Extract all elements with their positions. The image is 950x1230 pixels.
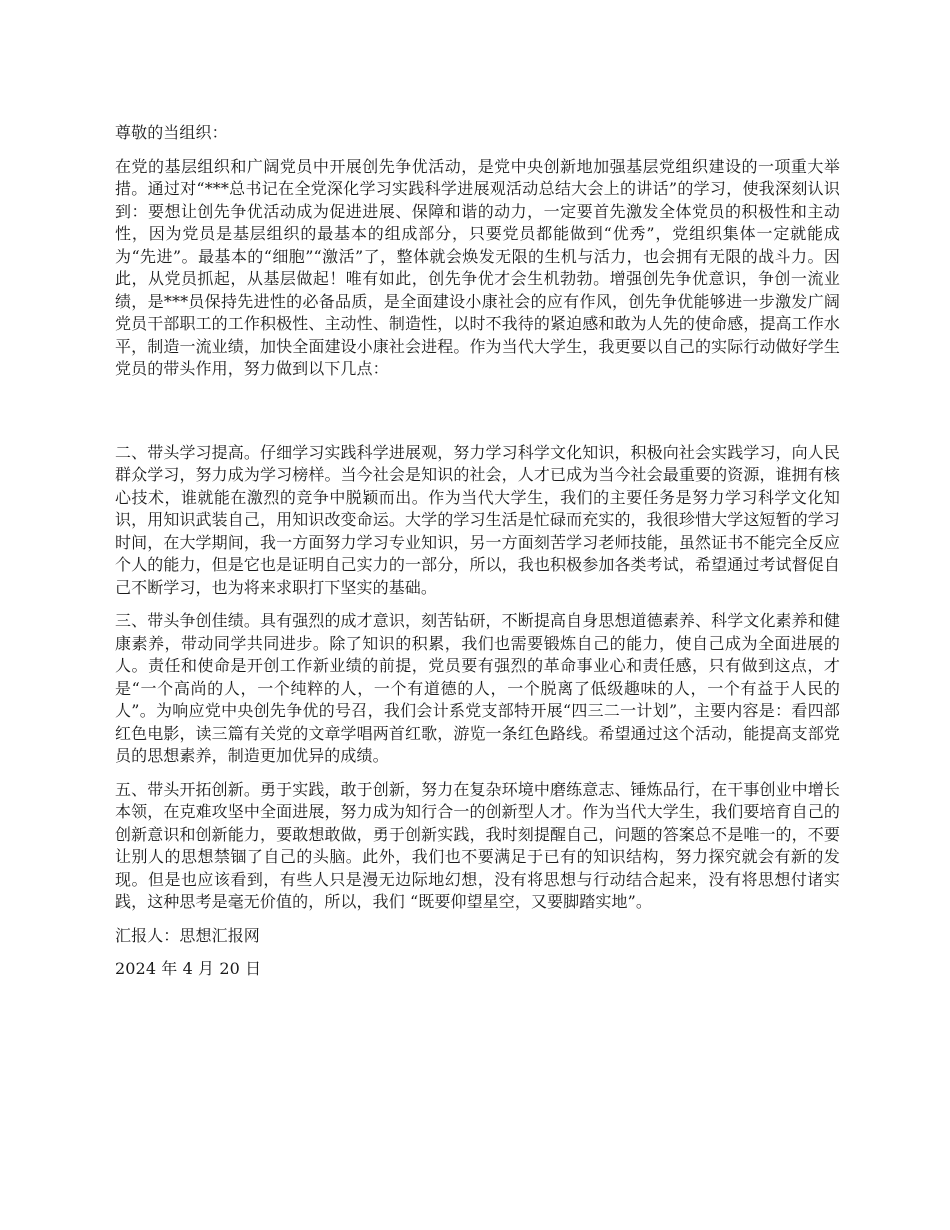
document-page (115, 122, 840, 992)
intro-paragraph: 在党的基层组织和广阔党员中开展创先争优活动，是党中央创新地加强基层党组织建设的一项重大举措。通过对“***总书记在全党深化学习实践科学进展观活动总结大会上的讲话”的学习，使我深刻认识到：要想让创先争优活动成为促进进展、保障和谐的动力，一定要首先激发全体党员的积极性和主动性，因为党员是基层组织的最基本的组成部分，只要党员都能做到“优秀”，党组织集体一定就能成为“先进”。最基本的“细胞”“激活”了，整体就会焕发无限的生机与活力，也会拥有无限的战斗力。因此，从党员抓起，从基层做起！唯有如此，创先争优才会生机勃勃。增强创先争优意识，争创一流业绩，是***员保持先进性的必备品质，是全面建设小康社会的应有作风，创先争优能够进一步激发广阔党员干部职工的工作积极性、主动性、制造性，以时不我待的紧迫感和敢为人先的使命感，提高工作水平，制造一流业绩，加快全面建设小康社会进程。作为当代大学生，我更要以自己的实际行动做好学生党员的带头作用，努力做到以下几点： (115, 156, 840, 378)
section-5-paragraph: 五、带头开拓创新。勇于实践，敢于创新，努力在复杂环境中磨练意志、锤炼品行，在干事创业中增长本领，在克难攻坚中全面进展，努力成为知行合一的创新型人才。作为当代大学生，我们要培育自己的创新意识和创新能力，要敢想敢做，勇于创新实践，我时刻提醒自己，问题的答案总不是唯一的，不要让别人的思想禁锢了自己的头脑。此外，我们也不要满足于已有的知识结构，努力探究就会有新的发现。但是也应该看到，有些人只是漫无边际地幻想，没有将思想与行动结合起来，没有将思想付诸实践，这种思考是毫无价值的，所以，我们 “既要仰望星空，又要脚踏实地”。 (115, 779, 840, 911)
section-2-paragraph: 二、带头学习提高。仔细学习实践科学进展观，努力学习科学文化知识，积极向社会实践学习，向人民群众学习，努力成为学习榜样。当今社会是知识的社会，人才已成为当今社会最重要的资源，谁拥有核心技术，谁就能在激烈的竞争中脱颖而出。作为当代大学生，我们的主要任务是努力学习科学文化知识，用知识武装自己，用知识改变命运。大学的学习生活是忙碌而充实的，我很珍惜大学这短暂的学习时间，在大学期间，我一方面努力学习专业知识，另一方面刻苦学习老师技能，虽然证书不能完全反应个人的能力，但是它也是证明自己实力的一部分，所以，我也积极参加各类考试，希望通过考试督促自己不断学习，也为将来求职打下坚实的基础。 (115, 442, 840, 597)
salutation: 尊敬的当组织： (115, 123, 228, 142)
paragraph-gap (115, 392, 840, 442)
reporter-signature: 汇报人：思想汇报网 (115, 925, 260, 945)
report-date: 2024 年 4 月 20 日 (115, 959, 262, 978)
section-3-paragraph: 三、带头争创佳绩。具有强烈的成才意识，刻苦钻研，不断提高自身思想道德素养、科学文化素养和健康素养，带动同学共同进步。除了知识的积累，我们也需要锻炼自己的能力，使自己成为全面进展的人。责任和使命是开创工作新业绩的前提，党员要有强烈的革命事业心和责任感，只有做到这点，才是“一个高尚的人，一个纯粹的人，一个有道德的人，一个脱离了低级趣味的人，一个有益于人民的人”。为响应党中央创先争优的号召，我们会计系党支部特开展“四三二一计划”，主要内容是：看四部红色电影，读三篇有关党的文章学唱两首红歌，游览一条红色路线。希望通过这个活动，能提高支部党员的思想素养，制造更加优异的成绩。 (115, 611, 840, 765)
